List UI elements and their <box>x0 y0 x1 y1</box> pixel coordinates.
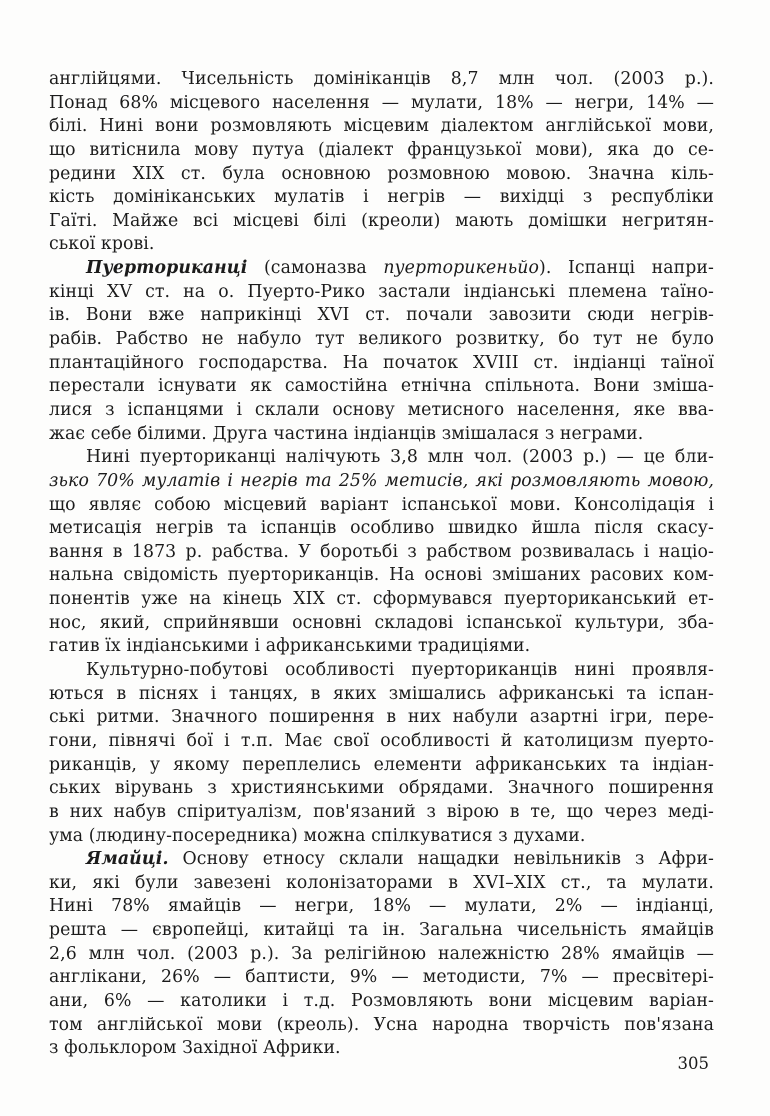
text-line: ської крові. <box>49 234 155 255</box>
text-span: ). Іспанці напри- <box>539 258 714 279</box>
text-span: (самоназва <box>247 258 384 279</box>
text-line: кінці XV ст. на о. Пуерто-Рико застали індіанські племена таїно- <box>49 281 714 302</box>
text-line: Гаїті. Майже всі місцеві білі (креоли) мають домішки негритян- <box>49 210 714 231</box>
text-line: Нині пуерториканці налічують 3,8 млн чол. (2003 р.) — це бли- <box>86 447 714 468</box>
text-line: ються в піснях і танцях, в яких змішались африканські та іспан- <box>49 683 714 704</box>
text-line: ума (людину-посередника) можна спілкуватися з духами. <box>49 825 586 846</box>
text-line: редини XIX ст. була основною розмовною мовою. Значна кіль- <box>49 163 714 184</box>
text-line: білі. Нині вони розмовляють місцевим діалектом англійської мови, <box>49 116 714 137</box>
text-line: ських вірувань з християнськими обрядами. Значного поширення <box>49 778 714 799</box>
section-heading-jamaicans: Ямайці. <box>86 849 169 870</box>
text-line: вання в 1873 р. рабства. У боротьбі з рабством розвивалась і націо- <box>49 541 714 562</box>
text-line: Нині 78% ямайців — негри, 18% — мулати, 2% — індіанці, <box>49 896 714 917</box>
text-line: англікани, 26% — баптисти, 9% — методисти, 7% — пресвітері- <box>49 967 714 988</box>
text-line: решта — європейці, китайці та ін. Загальна чисельність ямайців <box>49 920 714 941</box>
text-line: ські ритми. Значного поширення в них набули азартні ігри, пере- <box>49 707 714 728</box>
text-line: понентів уже на кінець XIX ст. сформувався пуерториканський ет- <box>49 589 714 610</box>
text-line: кість домініканських мулатів і негрів — вихідці з республіки <box>49 187 714 208</box>
text-line: том англійської мови (креоль). Усна народна творчість пов'язана <box>49 1014 714 1035</box>
text-line: жає себе білими. Друга частина індіанців змішалася з неграми. <box>49 423 644 444</box>
text-line: ів. Вони вже наприкінці XVI ст. почали завозити сюди негрів- <box>49 305 714 326</box>
text-line: ани, 6% — католики і т.д. Розмовляють вони місцевим варіан- <box>49 990 714 1011</box>
text-line: нальна свідомість пуерториканців. На основі змішаних расових ком- <box>49 565 714 586</box>
text-line: нос, який, сприйнявши основні складові іспанської культури, зба- <box>49 612 714 633</box>
text-span: Основу етносу склали нащадки невільників з Афри- <box>168 849 714 870</box>
text-line: Понад 68% місцевого населення — мулати, 18% — негри, 14% — <box>49 92 714 113</box>
text-line: англійцями. Чисельність домініканців 8,7 млн чол. (2003 р.). <box>49 69 714 89</box>
text-line: з фольклором Західної Африки. <box>49 1038 341 1059</box>
text-line: плантаційного господарства. На початок XVIII ст. індіанці таїної <box>49 352 714 373</box>
text-line: рабів. Рабство не набуло тут великого розвитку, бо тут не було <box>49 329 714 350</box>
self-name-term: пуерторикеньйо <box>383 258 540 279</box>
text-line: 2,6 млн чол. (2003 р.). За релігійною належністю 28% ямайців — <box>49 943 714 964</box>
text-line: що являє собою місцевий варіант іспанської мови. Консолідація і <box>49 494 714 515</box>
text-line: ки, які були завезені колонізаторами в XVI–XIX ст., та мулати. <box>49 872 714 893</box>
text-line: що витіснила мову путуа (діалект французької мови), яка до се- <box>49 139 714 160</box>
text-line: риканців, у якому переплелись елементи африканських та індіан- <box>49 754 714 775</box>
text-line: Культурно-побутові особливості пуерториканців нині проявля- <box>86 660 714 681</box>
text-line: метисація негрів та іспанців особливо швидко йшла після скасу- <box>49 518 714 539</box>
text-line: в них набув спіритуалізм, пов'язаний з вірою в те, що через меді- <box>49 801 714 822</box>
text-line: перестали існувати як самостійна етнічна спільнота. Вони зміша- <box>49 376 714 397</box>
text-line <box>49 257 714 281</box>
page-number: 305 <box>677 1054 709 1073</box>
section-heading-puerto-ricans: Пуерториканці <box>86 258 248 279</box>
body-text <box>49 68 714 1061</box>
text-line: гони, півнячі бої і т.п. Має свої особливості й католицизм пуерто- <box>49 730 714 751</box>
text-line: гатив їх індіанськими і африканськими традиціями. <box>49 636 531 657</box>
text-line: лися з іспанцями і склали основу метисного населення, яке вва- <box>49 399 714 420</box>
text-line <box>49 848 714 872</box>
text-line: зько 70% мулатів і негрів та 25% метисів, які розмовляють мовою, <box>49 470 714 491</box>
